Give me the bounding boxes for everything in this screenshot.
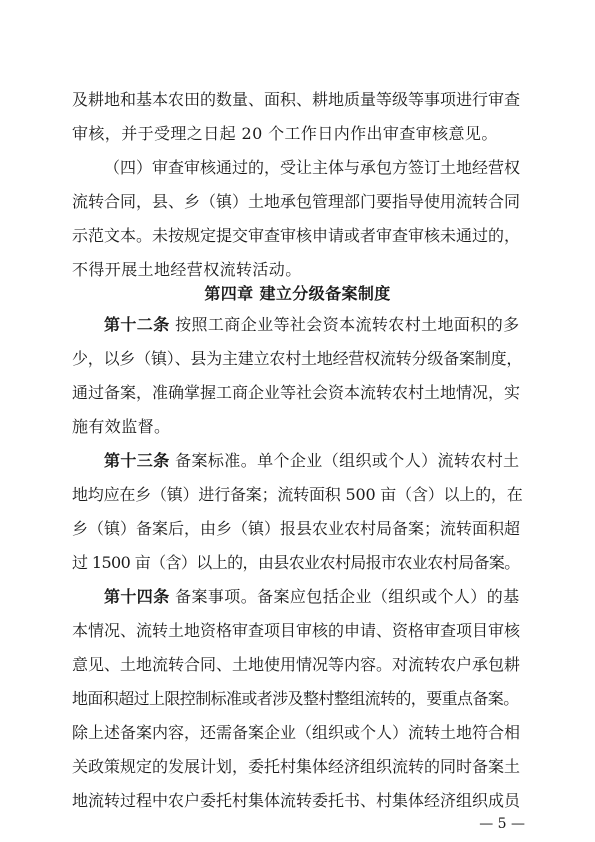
text-line: 地流转过程中农户委托村集体流转委托书、村集体经济组织成员 bbox=[72, 791, 521, 810]
article-first-line bbox=[104, 450, 520, 472]
article-first-line bbox=[104, 586, 520, 608]
article-text: 备案标准。单个企业（组织或个人）流转农村土 bbox=[175, 451, 520, 470]
article-text: 按照工商企业等社会资本流转农村土地面积的多 bbox=[175, 315, 520, 334]
text-line: 过 1500 亩（含）以上的，由县农业农村局报市农业农村局备案。 bbox=[72, 553, 520, 572]
text-line: 及耕地和基本农田的数量、面积、耕地质量等级等事项进行审查 bbox=[72, 90, 521, 109]
text-line: 示范文本。未按规定提交审查审核申请或者审查审核未通过的， bbox=[72, 226, 521, 245]
chapter-heading: 第四章 建立分级备案制度 bbox=[204, 284, 391, 303]
text-line: 施有效监督。 bbox=[72, 417, 171, 436]
text-line: 意见、土地流转合同、土地使用情况等内容。对流转农户承包耕 bbox=[72, 655, 521, 674]
page-number: — 5 — bbox=[479, 816, 525, 832]
text-line: 除上述备案内容，还需备案企业（组织或个人）流转土地符合相 bbox=[72, 723, 521, 742]
article-first-line bbox=[104, 314, 520, 336]
text-line: 不得开展土地经营权流转活动。 bbox=[72, 260, 302, 279]
text-line: 本情况、流转土地资格审查项目审核的申请、资格审查项目审核 bbox=[72, 621, 521, 640]
text-line: （四）审查审核通过的，受让主体与承包方签订土地经营权 bbox=[104, 158, 521, 177]
text-line: 乡（镇）备案后，由乡（镇）报县农业农村局备案；流转面积超 bbox=[72, 519, 521, 538]
text-line: 流转合同，县、乡（镇）土地承包管理部门要指导使用流转合同 bbox=[72, 192, 521, 211]
text-line: 地均应在乡（镇）进行备案；流转面积 500 亩（含）以上的，在 bbox=[72, 485, 523, 504]
article-label: 第十四条 bbox=[104, 587, 170, 606]
text-line: 审核，并于受理之日起 20 个工作日内作出审查审核意见。 bbox=[72, 124, 498, 143]
text-line: 地面积超过上限控制标准或者涉及整村整组流转的，要重点备案。 bbox=[72, 689, 519, 708]
text-line: 关政策规定的发展计划，委托村集体经济组织流转的同时备案土 bbox=[72, 757, 521, 776]
text-line: 少，以乡（镇）、县为主建立农村土地经营权流转分级备案制度， bbox=[72, 349, 523, 368]
article-label: 第十二条 bbox=[104, 315, 170, 334]
text-line: 通过备案，准确掌握工商企业等社会资本流转农村土地情况，实 bbox=[72, 383, 521, 402]
article-label: 第十三条 bbox=[104, 451, 170, 470]
article-text: 备案事项。备案应包括企业（组织或个人）的基 bbox=[175, 587, 520, 606]
